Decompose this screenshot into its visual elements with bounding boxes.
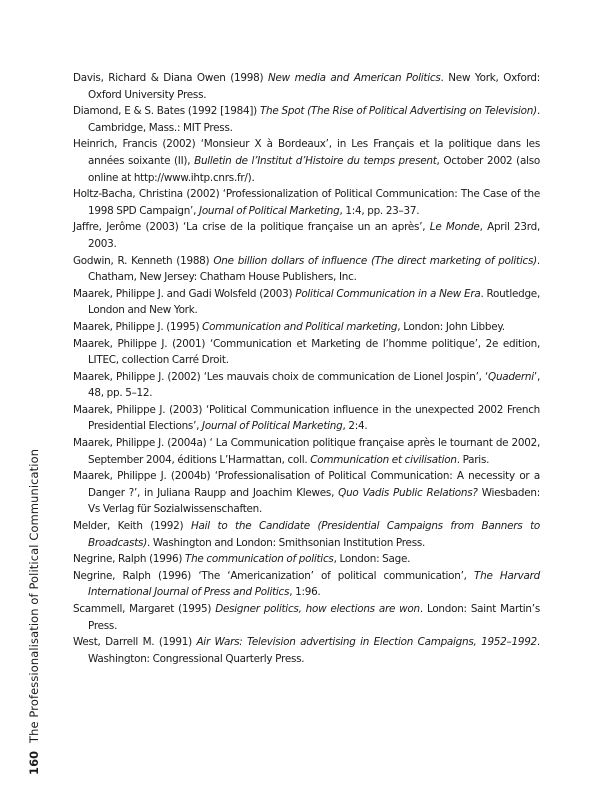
reference-list: [73, 70, 540, 667]
reference-item: Diamond, E & S. Bates (1992 [1984]) The Spot (The Rise of Political Advertising on Television). Cambridge, Mass.: MIT Press.: [73, 105, 540, 134]
reference-item: Maarek, Philippe J. and Gadi Wolsfeld (2003) Political Communication in a New Era. Routledge, London and New York.: [73, 287, 540, 317]
reference-item: Maarek, Philippe J. (2001) ‘Communication et Marketing de l’homme politique’, 2e edition, LITEC, collection Carré Droit.: [73, 337, 540, 367]
reference-item: Negrine, Ralph (1996) The communication of politics, London: Sage.: [73, 553, 411, 566]
reference-item: Negrine, Ralph (1996) ‘The ‘Americanization’ of political communication’, The Harvard International Journal of Press and Politics, 1:96.: [73, 569, 540, 599]
reference-item: Maarek, Philippe J. (2004a) ‘ La Communication politique française après le tournant de 2002, September 2004, éditions L’Harmattan, coll. Communication et civilisation. Paris.: [73, 437, 540, 466]
running-title: The Professionalisation of Political Communication: [27, 448, 41, 743]
reference-item: Maarek, Philippe J. (2004b) ‘Professionalisation of Political Communication: A necessity or a Danger ?’, in Juliana Raupp and Joachim Klewes, Quo Vadis Public Relations? Wiesbaden: Vs Verlag für Sozialwissenschaften.: [73, 470, 540, 516]
reference-item: Melder, Keith (1992) Hail to the Candidate (Presidential Campaigns from Banners to Broadcasts). Washington and London: Smithsonian Institution Press.: [73, 520, 540, 549]
page-number: 160: [27, 750, 41, 775]
reference-item: Scammell, Margaret (1995) Designer politics, how elections are won. London: Saint Martin’s Press.: [73, 603, 540, 632]
reference-item: Maarek, Philippe J. (2002) ‘Les mauvais choix de communication de Lionel Jospin’, ‘Quaderni’, 48, pp. 5–12.: [73, 370, 540, 400]
reference-item: Maarek, Philippe J. (2003) ‘Political Communication influence in the unexpected 2002 French Presidential Elections’, Journal of Political Marketing, 2:4.: [73, 403, 540, 433]
reference-item: Godwin, R. Kenneth (1988) One billion dollars of influence (The direct marketing of politics). Chatham, New Jersey: Chatham House Publishers, Inc.: [73, 254, 540, 284]
reference-item: Davis, Richard & Diana Owen (1998) New media and American Politics. New York, Oxford: Oxford University Press.: [73, 72, 541, 101]
running-footer: [27, 449, 41, 775]
reference-item: Maarek, Philippe J. (1995) Communication and Political marketing, London: John Libbey.: [73, 320, 505, 333]
reference-item: Heinrich, Francis (2002) ‘Monsieur X à Bordeaux’, in Les Français et la politique dans les années soixante (II), Bulletin de l’Institut d’Histoire du temps present, October 2002 (also online at http://www.ihtp.cnrs.fr/).: [73, 138, 541, 184]
reference-item: Jaffre, Jerôme (2003) ‘La crise de la politique française un an après’, Le Monde, April 23rd, 2003.: [73, 221, 541, 250]
reference-item: West, Darrell M. (1991) Air Wars: Television advertising in Election Campaigns, 1952–1992. Washington: Congressional Quarterly Press.: [73, 636, 540, 665]
reference-item: Holtz-Bacha, Christina (2002) ‘Professionalization of Political Communication: The Case of the 1998 SPD Campaign’, Journal of Political Marketing, 1:4, pp. 23–37.: [73, 188, 540, 217]
